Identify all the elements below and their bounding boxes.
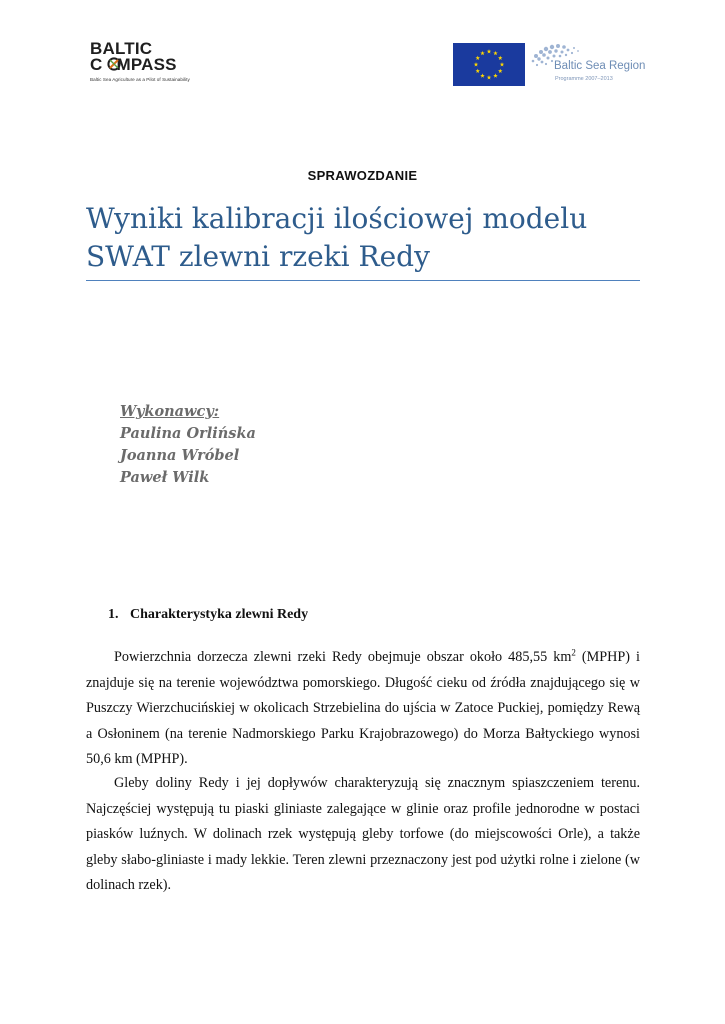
paragraph-1-text-a: Powierzchnia dorzecza zlewni rzeki Redy obejmuje obszar około 485,55 km: [114, 649, 572, 665]
title-divider: [86, 280, 640, 281]
authors-label: Wykonawcy:: [120, 403, 220, 420]
section-title: Charakterystyka zlewni Redy: [130, 607, 309, 622]
eu-flag-icon: [453, 43, 525, 86]
logo-tagline: Baltic Sea Agriculture as a Pilot of Sustainability: [90, 77, 190, 82]
logo-word-baltic: BALTIC: [90, 39, 153, 58]
title-line-1: Wyniki kalibracji ilościowej modelu: [86, 202, 588, 235]
paragraph-1: [86, 645, 640, 773]
superscript: 2: [571, 647, 576, 658]
bsr-name: Baltic Sea Region: [554, 60, 646, 72]
bsr-programme: Programme 2007–2013: [555, 76, 613, 82]
title-line-2: SWAT zlewni rzeki Redy: [86, 240, 430, 273]
paragraph-2: [86, 771, 640, 899]
author-name: Joanna Wróbel: [120, 447, 240, 464]
baltic-sea-region-logo: [528, 40, 646, 88]
paragraph-1-text-b: (MPHP) i znajduje się na terenie województwa pomorskiego. Długość cieku od źródła znajdującego się w Puszczy Wierzchucińskiej w okolicach Strzebielina do ujścia w Zatoce Puckiej, pomiędzy Rewą a Osłoninem (na terenie Nadmorskiego Parku Krajobrazowego) do Morza Bałtyckiego wynosi 50,6 km (MPHP).: [86, 649, 640, 767]
section-heading: [108, 607, 308, 623]
compass-icon: [107, 57, 121, 71]
section-number: 1.: [108, 607, 119, 622]
document-title: [86, 200, 646, 276]
authors-block: [120, 401, 256, 489]
logo-word-compass: C MPASS: [90, 55, 177, 74]
baltic-compass-logo: [90, 40, 210, 88]
author-name: Paulina Orlińska: [120, 425, 256, 442]
author-name: Paweł Wilk: [120, 469, 210, 486]
document-type: SPRAWOZDANIE: [307, 168, 418, 183]
paragraph-2-text: Gleby doliny Redy i jej dopływów charakteryzują się znacznym spiaszczeniem terenu. Najczęściej występują tu piaski gliniaste zalegające w glinie oraz profile jednorodne w postaci piasków luźnych. W dolinach rzek występują gleby torfowe (do miejscowości Orle), a także gleby słabo-gliniaste i mady lekkie. Teren zlewni przeznaczony jest pod użytki rolne i zielone (w dolinach rzek).: [86, 775, 640, 893]
